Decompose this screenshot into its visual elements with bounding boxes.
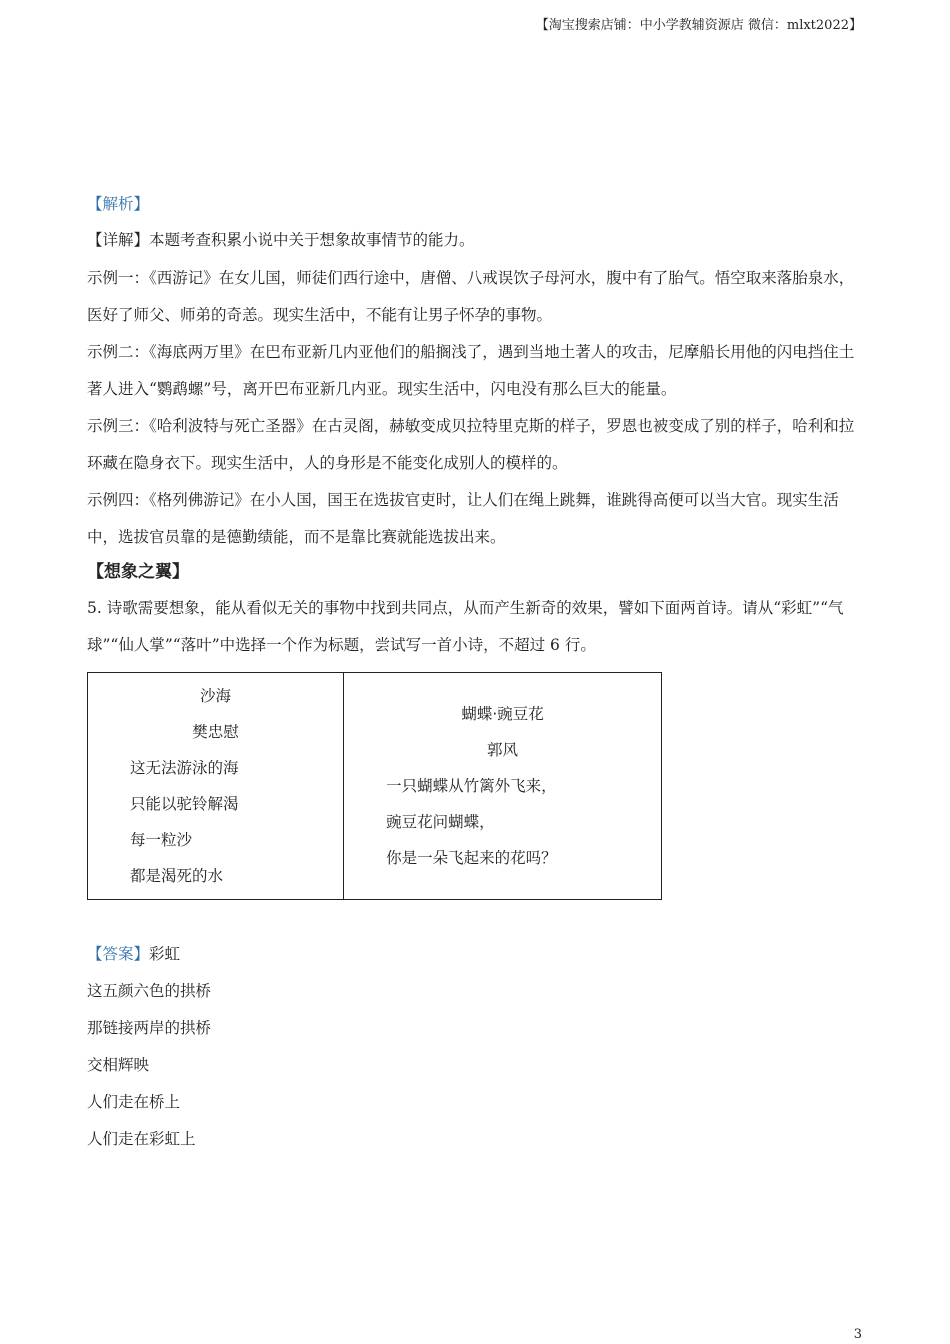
answer-line: 那链接两岸的拱桥 <box>87 1019 212 1037</box>
detail-text: 本题考查积累小说中关于想象故事情节的能力。 <box>149 231 475 249</box>
question-text: 5. 诗歌需要想象，能从看似无关的事物中找到共同点，从而产生新奇的效果，譬如下面两首诗。请从“彩虹”“气球”“仙人掌”“落叶”中选择一个作为标题，尝试写一首小诗，不超过 6 行。 <box>87 599 844 654</box>
poem-table <box>87 672 662 900</box>
poem-left-line: 都是渴死的水 <box>130 867 224 885</box>
poem-right-title: 蝴蝶·豌豆花 <box>461 705 544 723</box>
answer-line: 人们走在桥上 <box>87 1093 181 1111</box>
answer-line: 交相辉映 <box>87 1056 150 1074</box>
page-number: 3 <box>853 1327 862 1342</box>
poem-right-line: 一只蝴蝶从竹篱外飞来， <box>386 777 557 795</box>
document-body <box>87 192 859 1158</box>
poem-right-cell <box>344 673 662 900</box>
answer-title: 彩虹 <box>149 945 181 963</box>
section-title: 【想象之翼】 <box>87 562 189 582</box>
answer-label: 【答案】 <box>87 945 150 963</box>
answer-line: 人们走在彩虹上 <box>87 1130 196 1148</box>
page-header: 【淘宝搜索店铺：中小学教辅资源店 微信：mlxt2022】 <box>535 18 862 33</box>
answer-heading <box>87 936 859 973</box>
poem-left-line: 每一粒沙 <box>130 831 193 849</box>
poem-left-title: 沙海 <box>200 687 232 705</box>
poem-left-line: 这无法游泳的海 <box>130 759 239 777</box>
answer-line: 这五颜六色的拱桥 <box>87 982 212 1000</box>
detail-label: 【详解】 <box>87 231 150 249</box>
example-3: 示例三：《哈利波特与死亡圣器》在古灵阁，赫敏变成贝拉特里克斯的样子，罗恩也被变成了别的样子，哈利和拉环藏在隐身衣下。现实生活中，人的身形是不能变化成别人的模样的。 <box>87 417 855 472</box>
poem-left-cell <box>88 673 344 900</box>
poem-right-line: 你是一朵飞起来的花吗？ <box>386 849 557 867</box>
detail-paragraph <box>87 228 859 252</box>
poem-right-line: 豌豆花问蝴蝶， <box>386 813 495 831</box>
poem-left-line: 只能以驼铃解渴 <box>130 795 239 813</box>
poem-left-author: 樊忠慰 <box>192 723 239 741</box>
poem-right-author: 郭风 <box>487 741 519 759</box>
example-4: 示例四：《格列佛游记》在小人国，国王在选拔官吏时，让人们在绳上跳舞，谁跳得高便可以当大官。现实生活中，选拔官员靠的是德勤绩能，而不是靠比赛就能选拔出来。 <box>87 491 839 546</box>
example-1: 示例一：《西游记》在女儿国，师徒们西行途中，唐僧、八戒误饮子母河水，腹中有了胎气。悟空取来落胎泉水，医好了师父、师弟的奇恙。现实生活中，不能有让男子怀孕的事物。 <box>87 269 855 324</box>
analysis-label: 【解析】 <box>87 195 150 213</box>
example-2: 示例二：《海底两万里》在巴布亚新几内亚他们的船搁浅了，遇到当地土著人的攻击，尼摩船长用他的闪电挡住土著人进入“鹦鹉螺”号，离开巴布亚新几内亚。现实生活中，闪电没有那么巨大的能量。 <box>87 343 855 398</box>
